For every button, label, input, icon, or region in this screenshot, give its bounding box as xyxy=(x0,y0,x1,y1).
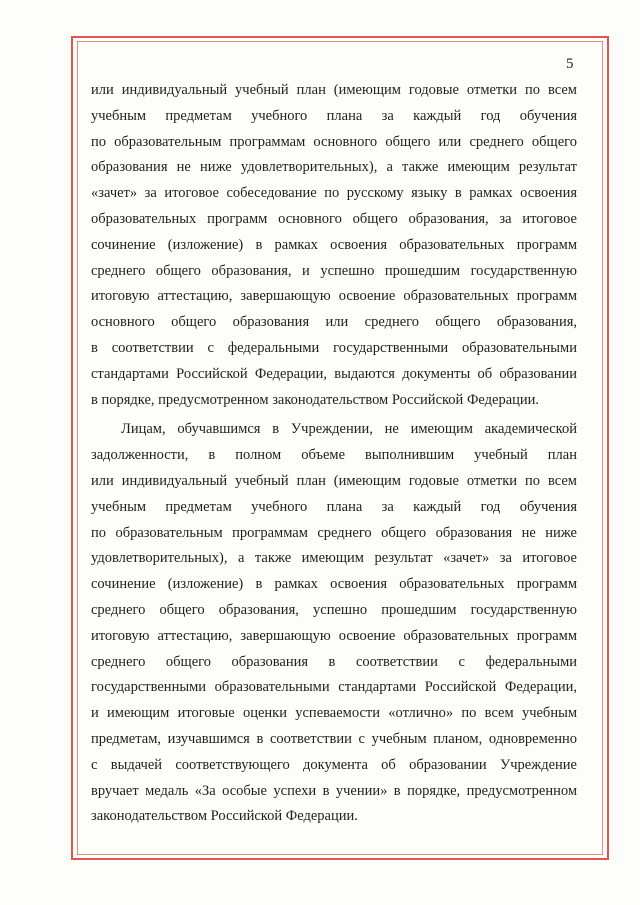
text-line: или индивидуальный учебный план (имеющим годовые отметки по всем xyxy=(91,472,577,489)
paragraph-2 xyxy=(91,417,577,830)
text-line: государственными образовательными стандартами Российской Федерации, xyxy=(91,679,577,696)
text-line: с выдачей соответствующего документа об образовании Учреждение xyxy=(91,756,577,773)
text-line: вручает медаль «За особые успехи в учении» в порядке, предусмотренном xyxy=(91,782,577,799)
text-line: законодательством Российской Федерации. xyxy=(91,808,358,825)
text-line: итоговую аттестацию, завершающую освоение образовательных программ xyxy=(91,288,577,305)
page-number: 5 xyxy=(566,56,574,72)
text-line: сочинение (изложение) в рамках освоения образовательных программ xyxy=(91,576,577,593)
text-line: Лицам, обучавшимся в Учреждении, не имеющим академической xyxy=(121,421,577,438)
text-line: стандартами Российской Федерации, выдаются документы об образовании xyxy=(91,365,577,382)
text-line: среднего общего образования, и успешно прошедшим государственную xyxy=(91,262,577,279)
text-line: задолженности, в полном объеме выполнившим учебный план xyxy=(91,447,577,464)
text-line: или индивидуальный учебный план (имеющим годовые отметки по всем xyxy=(91,82,577,98)
text-line: итоговую аттестацию, завершающую освоение образовательных программ xyxy=(91,627,577,644)
text-line: «зачет» за итоговое собеседование по русскому языку в рамках освоения xyxy=(91,185,577,202)
text-line: образовательных программ основного общего образования, за итоговое xyxy=(91,210,577,227)
text-line: предметам, изучавшимся в соответствии с учебным планом, одновременно xyxy=(91,730,577,747)
text-line: по образовательным программам основного общего или среднего общего xyxy=(91,133,577,150)
paragraph-1 xyxy=(91,78,577,413)
text-line: образования не ниже удовлетворительных), а также имеющим результат xyxy=(91,159,577,176)
document-body xyxy=(91,78,577,830)
text-line: в соответствии с федеральными государственными образовательными xyxy=(91,339,577,356)
text-line: по образовательным программам среднего общего образования не ниже xyxy=(91,524,577,541)
text-line: среднего общего образования в соответствии с федеральными xyxy=(91,653,577,670)
text-line: среднего общего образования, успешно прошедшим государственную xyxy=(91,601,577,618)
text-line: удовлетворительных), а также имеющим результат «зачет» за итоговое xyxy=(91,550,577,567)
text-line: и имеющим итоговые оценки успеваемости «отлично» по всем учебным xyxy=(91,705,577,722)
text-line: основного общего образования или среднего общего образования, xyxy=(91,314,577,331)
text-line: сочинение (изложение) в рамках освоения образовательных программ xyxy=(91,236,577,253)
text-line: учебным предметам учебного плана за каждый год обучения xyxy=(91,498,577,515)
text-line: учебным предметам учебного плана за каждый год обучения xyxy=(91,107,577,124)
text-line: в порядке, предусмотренном законодательством Российской Федерации. xyxy=(91,391,540,408)
